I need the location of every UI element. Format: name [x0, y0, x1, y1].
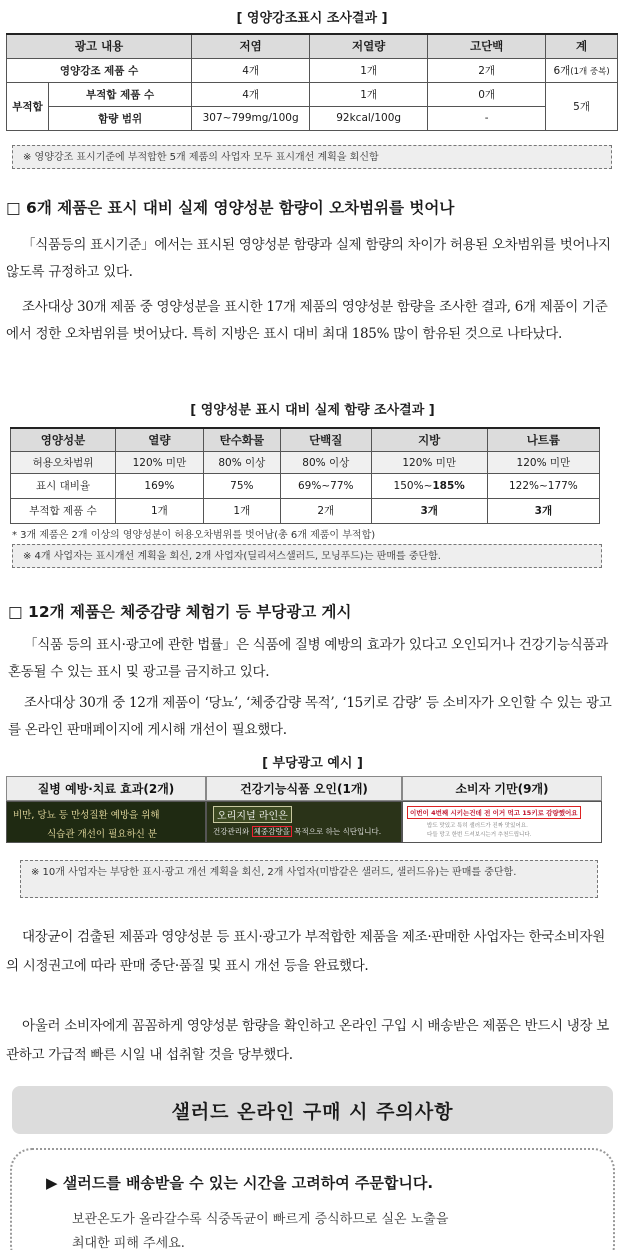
nutrition-claims-table [6, 33, 618, 131]
table2-header-nutrient: 영양성분 [11, 428, 116, 451]
section2-para1: 「식품 등의 표시·광고에 관한 법률」은 식품에 질병 예방의 효과가 있다고 오인되거나 건강기능식품과 혼동될 수 있는 표시 및 광고를 금지하고 있다. [8, 637, 608, 680]
table2-header-fat: 지방 [371, 428, 487, 451]
notice-box [10, 1148, 615, 1250]
ads-title: [ 부당광고 예시 ] [262, 756, 363, 771]
table2-title: [ 영양성분 표시 대비 실제 함량 조사결과 ] [190, 403, 435, 418]
table2-fat-ratio-low: 150%~ [393, 479, 433, 492]
table1-row2-label: 부적합 제품 수 [49, 82, 192, 106]
table2-cell: 3개 [371, 498, 487, 523]
table2-row3-label: 부적합 제품 수 [11, 498, 116, 523]
ad-example-deception [402, 801, 602, 843]
table2-header-energy: 열량 [116, 428, 204, 451]
ads-header-deception: 소비자 기만(9개) [402, 776, 602, 801]
ads-header-disease: 질병 예방·치료 효과(2개) [6, 776, 206, 801]
table1-cell: 307~799mg/100g [192, 106, 310, 130]
notice-line1: 보관온도가 올라갈수록 식중독균이 빠르게 증식하므로 실온 노출을 [72, 1212, 449, 1227]
table2-note: ※ 4개 사업자는 표시개선 계획을 회신, 2개 사업자(딜리셔스샐러드, 모닝푸드)는 판매를 중단함. [12, 544, 602, 568]
table2-cell: 120% 미만 [116, 451, 204, 473]
table2-cell: 120% 미만 [487, 451, 599, 473]
table1-header-highprotein: 고단백 [428, 34, 546, 58]
section1-heading: □ 6개 제품은 표시 대비 실제 영양성분 함량이 오차범위를 벗어나 [6, 199, 455, 217]
section1-para1: 「식품등의 표시기준」에서는 표시된 영양성분 함량과 실제 함량의 차이가 허용된 오차범위를 벗어나지 않도록 규정하고 있다. [6, 237, 611, 280]
table1-row3-label: 함량 범위 [49, 106, 192, 130]
table1-header-total: 계 [546, 34, 618, 58]
table1-header-content: 광고 내용 [7, 34, 192, 58]
notice-title: 샐러드 온라인 구매 시 주의사항 [12, 1086, 613, 1134]
ad-deception-text3: 다들 망고 한번 드셔보시는거 추천드립니다. [427, 832, 532, 838]
ads-note: ※ 10개 사업자는 부당한 표시·광고 개선 계획을 회신, 2개 사업자(미밥같은 샐러드, 샐러드유)는 판매를 중단함. [20, 860, 598, 898]
ads-column-deception [402, 776, 602, 843]
table1-cell: 2개 [428, 58, 546, 82]
table1-total-nonconforming: 5개 [546, 82, 618, 130]
ad-health-food-text1: 오리지널 라인은 [213, 806, 292, 823]
table1-total-note: (1개 중복) [570, 66, 610, 77]
table1-cell: 92kcal/100g [310, 106, 428, 130]
table2-footnote: * 3개 제품은 2개 이상의 영양성분이 허용오차범위를 벗어남(총 6개 제품이 부적합) [12, 530, 376, 541]
table2-cell: 80% 이상 [280, 451, 371, 473]
table1-cell: - [428, 106, 546, 130]
table2-row1-label: 허용오차범위 [11, 451, 116, 473]
table1-row1-label: 영양강조 제품 수 [7, 58, 192, 82]
table2-header-protein: 단백질 [280, 428, 371, 451]
nutrient-accuracy-table [10, 427, 600, 524]
ad-health-food-text2 [213, 826, 381, 837]
table1-cell: 1개 [310, 82, 428, 106]
ad-health-food-text2c: 목적으로 하는 식단입니다. [291, 827, 382, 836]
table2-cell: 2개 [280, 498, 371, 523]
table1-title: [ 영양강조표시 조사결과 ] [236, 11, 388, 26]
notice-bullet: ▶ 샐러드를 배송받을 수 있는 시간을 고려하여 주문합니다. [46, 1174, 434, 1192]
table1-header-lowcal: 저열량 [310, 34, 428, 58]
ad-deception-text2: 밥도 맛있고 특히 샐러드가 진짜 맛있어요. [427, 823, 528, 829]
table1-note: ※ 영양강조 표시기준에 부적합한 5개 제품의 사업자 모두 표시개선 계획을 회신함 [12, 145, 612, 169]
section-gap [0, 365, 625, 390]
table1-cell: 0개 [428, 82, 546, 106]
table2-cell: 169% [116, 473, 204, 498]
ad-health-food-highlight: 체중감량을 [253, 827, 290, 836]
table1-group-label: 부적합 [7, 82, 49, 130]
table2-cell: 1개 [116, 498, 204, 523]
closing-para2: 아울러 소비자에게 꼼꼼하게 영양성분 함량을 확인하고 온라인 구입 시 배송받은 제품은 반드시 냉장 보관하고 가급적 빠른 시일 내 섭취할 것을 당부했다. [6, 1018, 610, 1063]
ads-column-health-food [206, 776, 402, 843]
table1-cell: 1개 [310, 58, 428, 82]
notice-line2: 최대한 피해 주세요. [72, 1236, 185, 1250]
table1-total-cell [546, 58, 618, 82]
table2-row2-label: 표시 대비율 [11, 473, 116, 498]
upper-section [6, 0, 618, 365]
ads-header-health-food: 건강기능식품 오인(1개) [206, 776, 402, 801]
table2-header-carb: 탄수화물 [203, 428, 280, 451]
table2-cell: 120% 미만 [371, 451, 487, 473]
section1-para2: 조사대상 30개 제품 중 영양성분을 표시한 17개 제품의 영양성분 함량을 조사한 결과, 6개 제품이 기준에서 정한 오차범위를 벗어났다. 특히 지방은 표시 대비 최대 185% 많이 함유된 것으로 나타났다. [6, 299, 608, 342]
section2-heading: □ 12개 제품은 체중감량 체험기 등 부당광고 게시 [8, 603, 352, 621]
section2-para2: 조사대상 30개 중 12개 제품이 ‘당뇨’, ‘체중감량 목적’, ‘15키로 감량’ 등 소비자가 오인할 수 있는 광고를 온라인 판매페이지에 게시해 개선이 필요했다. [8, 695, 612, 738]
table2-fat-ratio-cell [371, 473, 487, 498]
table2-cell: 1개 [203, 498, 280, 523]
table1-header-lowsalt: 저염 [192, 34, 310, 58]
table2-cell: 80% 이상 [203, 451, 280, 473]
table2-fat-ratio-high: 185% [432, 479, 465, 492]
ad-example-disease [6, 801, 206, 843]
ad-deception-text1: 이번이 4번째 시키는건데 전 이거 먹고 15키로 감량했어요 [407, 806, 581, 819]
table1-total: 6개 [553, 64, 571, 77]
table2-cell: 122%~177% [487, 473, 599, 498]
table1-cell: 4개 [192, 82, 310, 106]
closing-para1: 대장균이 검출된 제품과 영양성분 등 표시·광고가 부적합한 제품을 제조·판매한 사업자는 한국소비자원의 시정권고에 따라 판매 중단·품질 및 표시 개선 등을 완료했다. [6, 929, 606, 974]
ad-disease-text2: 식습관 개선이 필요하신 분 [47, 829, 158, 840]
table2-cell: 75% [203, 473, 280, 498]
table1-cell: 4개 [192, 58, 310, 82]
table2-cell: 3개 [487, 498, 599, 523]
table2-header-sodium: 나트륨 [487, 428, 599, 451]
ad-disease-text1: 비만, 당뇨 등 만성질환 예방을 위해 [13, 810, 160, 821]
ad-example-health-food [206, 801, 402, 843]
table2-cell: 69%~77% [280, 473, 371, 498]
ads-column-disease [6, 776, 206, 843]
ad-health-food-text2a: 건강관리와 [213, 827, 252, 836]
